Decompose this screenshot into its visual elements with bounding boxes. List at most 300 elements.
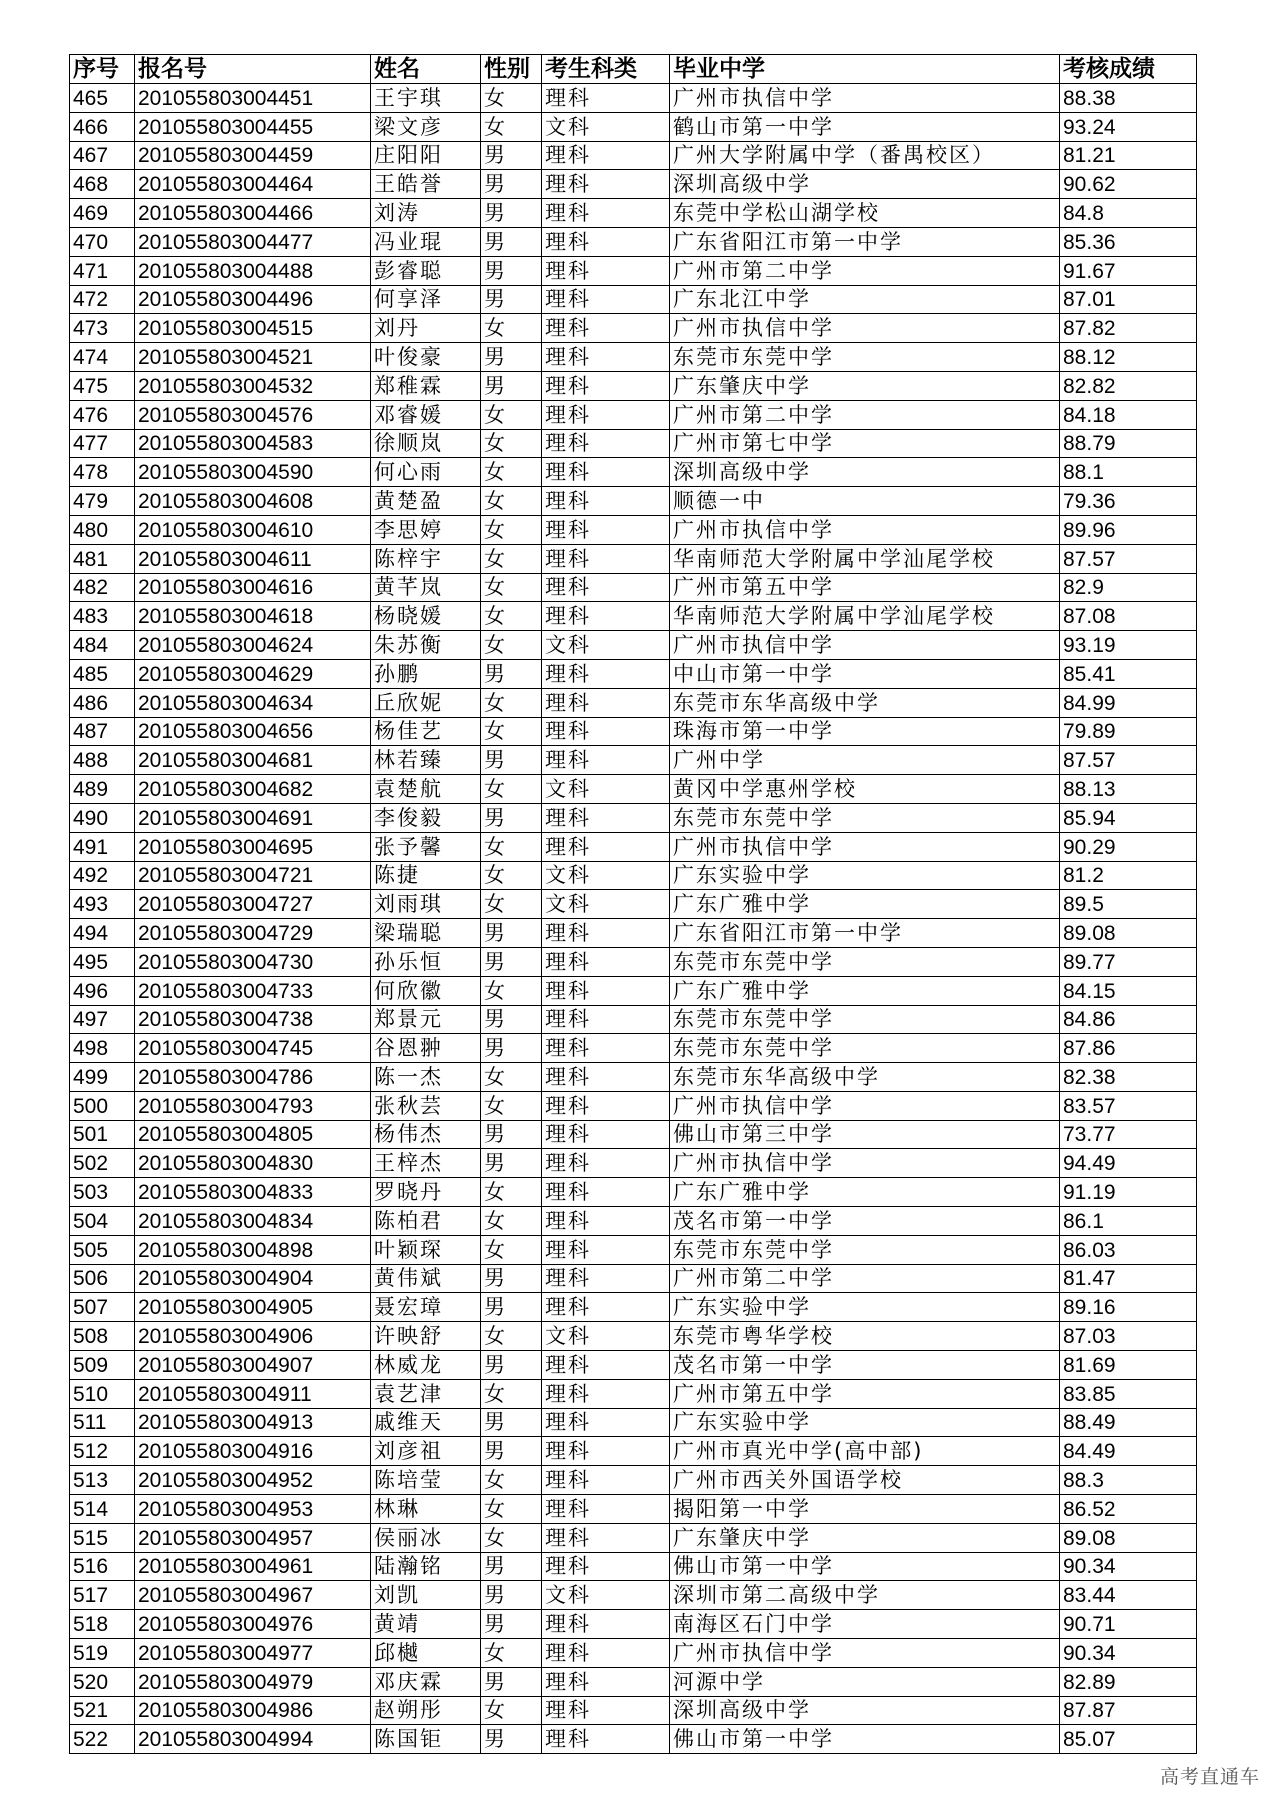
cell-graduating-school: 广州市执信中学 [670, 314, 1060, 343]
cell-serial: 509 [70, 1351, 135, 1380]
table-row [70, 515, 1197, 544]
cell-graduating-school: 茂名市第一中学 [670, 1351, 1060, 1380]
cell-graduating-school: 广州市执信中学 [670, 832, 1060, 861]
cell-registration-number: 201055803004916 [135, 1437, 371, 1466]
cell-subject-category: 理科 [542, 1178, 670, 1207]
cell-name: 王梓杰 [371, 1149, 481, 1178]
table-row [70, 1725, 1197, 1754]
table-row [70, 256, 1197, 285]
cell-subject-category: 理科 [542, 371, 670, 400]
cell-assessment-score: 93.24 [1060, 112, 1197, 141]
cell-name: 何享泽 [371, 285, 481, 314]
cell-serial: 506 [70, 1264, 135, 1293]
cell-assessment-score: 88.49 [1060, 1408, 1197, 1437]
cell-name: 郑稚霖 [371, 371, 481, 400]
header-assessment-score: 考核成绩 [1060, 55, 1197, 84]
cell-name: 袁楚航 [371, 775, 481, 804]
table-row [70, 947, 1197, 976]
cell-graduating-school: 河源中学 [670, 1667, 1060, 1696]
cell-registration-number: 201055803004977 [135, 1639, 371, 1668]
cell-serial: 483 [70, 602, 135, 631]
cell-name: 庄阳阳 [371, 141, 481, 170]
cell-registration-number: 201055803004590 [135, 458, 371, 487]
cell-graduating-school: 深圳高级中学 [670, 170, 1060, 199]
cell-gender: 女 [481, 1178, 542, 1207]
cell-gender: 女 [481, 544, 542, 573]
cell-registration-number: 201055803004682 [135, 775, 371, 804]
cell-serial: 490 [70, 803, 135, 832]
cell-gender: 女 [481, 631, 542, 660]
cell-serial: 479 [70, 487, 135, 516]
cell-registration-number: 201055803004979 [135, 1667, 371, 1696]
cell-gender: 男 [481, 746, 542, 775]
cell-subject-category: 理科 [542, 717, 670, 746]
cell-registration-number: 201055803004455 [135, 112, 371, 141]
cell-registration-number: 201055803004477 [135, 227, 371, 256]
cell-registration-number: 201055803004967 [135, 1581, 371, 1610]
cell-name: 叶颖琛 [371, 1235, 481, 1264]
table-row [70, 1091, 1197, 1120]
cell-subject-category: 理科 [542, 1235, 670, 1264]
cell-serial: 500 [70, 1091, 135, 1120]
cell-graduating-school: 东莞市东莞中学 [670, 803, 1060, 832]
cell-name: 李俊毅 [371, 803, 481, 832]
cell-name: 徐顺岚 [371, 429, 481, 458]
cell-registration-number: 201055803004466 [135, 199, 371, 228]
cell-name: 黄伟斌 [371, 1264, 481, 1293]
header-gender: 性别 [481, 55, 542, 84]
cell-serial: 480 [70, 515, 135, 544]
cell-name: 陈捷 [371, 861, 481, 890]
cell-name: 邓睿媛 [371, 400, 481, 429]
cell-serial: 475 [70, 371, 135, 400]
cell-name: 邱樾 [371, 1639, 481, 1668]
cell-subject-category: 理科 [542, 947, 670, 976]
cell-serial: 476 [70, 400, 135, 429]
cell-subject-category: 理科 [542, 659, 670, 688]
cell-name: 林琳 [371, 1495, 481, 1524]
cell-graduating-school: 广州市执信中学 [670, 515, 1060, 544]
cell-name: 黄楚盈 [371, 487, 481, 516]
cell-subject-category: 文科 [542, 631, 670, 660]
cell-serial: 519 [70, 1639, 135, 1668]
table-row [70, 659, 1197, 688]
cell-name: 孙乐恒 [371, 947, 481, 976]
cell-name: 何心雨 [371, 458, 481, 487]
cell-assessment-score: 87.08 [1060, 602, 1197, 631]
cell-registration-number: 201055803004805 [135, 1120, 371, 1149]
cell-graduating-school: 东莞市东华高级中学 [670, 1063, 1060, 1092]
cell-serial: 502 [70, 1149, 135, 1178]
cell-serial: 508 [70, 1322, 135, 1351]
cell-serial: 469 [70, 199, 135, 228]
cell-serial: 501 [70, 1120, 135, 1149]
cell-assessment-score: 81.69 [1060, 1351, 1197, 1380]
cell-gender: 女 [481, 1495, 542, 1524]
cell-gender: 男 [481, 1351, 542, 1380]
cell-graduating-school: 广东实验中学 [670, 861, 1060, 890]
cell-registration-number: 201055803004906 [135, 1322, 371, 1351]
cell-gender: 女 [481, 112, 542, 141]
table-row [70, 1149, 1197, 1178]
cell-registration-number: 201055803004576 [135, 400, 371, 429]
cell-subject-category: 理科 [542, 832, 670, 861]
cell-registration-number: 201055803004464 [135, 170, 371, 199]
cell-serial: 518 [70, 1610, 135, 1639]
table-row [70, 1120, 1197, 1149]
cell-gender: 女 [481, 429, 542, 458]
cell-name: 陈柏君 [371, 1207, 481, 1236]
cell-registration-number: 201055803004515 [135, 314, 371, 343]
table-row [70, 343, 1197, 372]
cell-gender: 女 [481, 1379, 542, 1408]
cell-registration-number: 201055803004532 [135, 371, 371, 400]
cell-serial: 496 [70, 976, 135, 1005]
table-row [70, 1466, 1197, 1495]
cell-name: 张予馨 [371, 832, 481, 861]
cell-assessment-score: 81.21 [1060, 141, 1197, 170]
cell-name: 刘凯 [371, 1581, 481, 1610]
cell-registration-number: 201055803004907 [135, 1351, 371, 1380]
cell-gender: 男 [481, 1437, 542, 1466]
cell-name: 丘欣妮 [371, 688, 481, 717]
cell-assessment-score: 87.82 [1060, 314, 1197, 343]
cell-gender: 男 [481, 1034, 542, 1063]
table-row [70, 1667, 1197, 1696]
cell-graduating-school: 东莞市东莞中学 [670, 1034, 1060, 1063]
cell-graduating-school: 珠海市第一中学 [670, 717, 1060, 746]
cell-graduating-school: 广东省阳江市第一中学 [670, 919, 1060, 948]
cell-assessment-score: 87.01 [1060, 285, 1197, 314]
cell-registration-number: 201055803004976 [135, 1610, 371, 1639]
cell-name: 叶俊豪 [371, 343, 481, 372]
cell-assessment-score: 90.34 [1060, 1639, 1197, 1668]
cell-gender: 男 [481, 1293, 542, 1322]
cell-registration-number: 201055803004830 [135, 1149, 371, 1178]
cell-subject-category: 理科 [542, 1379, 670, 1408]
cell-assessment-score: 82.82 [1060, 371, 1197, 400]
table-row [70, 458, 1197, 487]
cell-assessment-score: 84.18 [1060, 400, 1197, 429]
cell-subject-category: 理科 [542, 458, 670, 487]
cell-registration-number: 201055803004488 [135, 256, 371, 285]
cell-graduating-school: 茂名市第一中学 [670, 1207, 1060, 1236]
cell-serial: 495 [70, 947, 135, 976]
cell-subject-category: 理科 [542, 602, 670, 631]
cell-gender: 女 [481, 1091, 542, 1120]
cell-assessment-score: 89.08 [1060, 1523, 1197, 1552]
cell-subject-category: 理科 [542, 1207, 670, 1236]
cell-serial: 517 [70, 1581, 135, 1610]
cell-assessment-score: 89.77 [1060, 947, 1197, 976]
cell-subject-category: 理科 [542, 487, 670, 516]
cell-subject-category: 理科 [542, 1523, 670, 1552]
cell-name: 陈国钜 [371, 1725, 481, 1754]
cell-name: 王皓誉 [371, 170, 481, 199]
cell-gender: 男 [481, 1552, 542, 1581]
cell-assessment-score: 91.67 [1060, 256, 1197, 285]
table-row [70, 1523, 1197, 1552]
cell-assessment-score: 89.08 [1060, 919, 1197, 948]
table-row [70, 227, 1197, 256]
cell-registration-number: 201055803004911 [135, 1379, 371, 1408]
table-row [70, 1063, 1197, 1092]
cell-subject-category: 理科 [542, 429, 670, 458]
cell-name: 陆瀚铭 [371, 1552, 481, 1581]
cell-serial: 481 [70, 544, 135, 573]
cell-assessment-score: 90.29 [1060, 832, 1197, 861]
cell-name: 戚维天 [371, 1408, 481, 1437]
cell-name: 梁文彦 [371, 112, 481, 141]
table-header-row [70, 55, 1197, 84]
cell-subject-category: 理科 [542, 573, 670, 602]
cell-registration-number: 201055803004727 [135, 890, 371, 919]
cell-name: 许映舒 [371, 1322, 481, 1351]
table-row [70, 775, 1197, 804]
cell-graduating-school: 东莞市东莞中学 [670, 1235, 1060, 1264]
table-row [70, 314, 1197, 343]
cell-serial: 520 [70, 1667, 135, 1696]
cell-gender: 男 [481, 1120, 542, 1149]
cell-assessment-score: 89.5 [1060, 890, 1197, 919]
cell-graduating-school: 广州市执信中学 [670, 1091, 1060, 1120]
cell-subject-category: 文科 [542, 861, 670, 890]
table-row [70, 631, 1197, 660]
cell-graduating-school: 东莞市粤华学校 [670, 1322, 1060, 1351]
cell-name: 刘彦祖 [371, 1437, 481, 1466]
results-table [69, 54, 1197, 1754]
cell-assessment-score: 84.49 [1060, 1437, 1197, 1466]
cell-assessment-score: 87.86 [1060, 1034, 1197, 1063]
cell-serial: 471 [70, 256, 135, 285]
cell-serial: 473 [70, 314, 135, 343]
table-row [70, 1581, 1197, 1610]
table-row [70, 861, 1197, 890]
cell-gender: 男 [481, 803, 542, 832]
cell-serial: 515 [70, 1523, 135, 1552]
table-row [70, 544, 1197, 573]
cell-assessment-score: 79.36 [1060, 487, 1197, 516]
table-row [70, 429, 1197, 458]
cell-gender: 女 [481, 861, 542, 890]
table-row [70, 1178, 1197, 1207]
cell-serial: 514 [70, 1495, 135, 1524]
cell-graduating-school: 广东肇庆中学 [670, 371, 1060, 400]
cell-subject-category: 理科 [542, 1293, 670, 1322]
cell-name: 杨伟杰 [371, 1120, 481, 1149]
cell-graduating-school: 广东北江中学 [670, 285, 1060, 314]
cell-assessment-score: 86.03 [1060, 1235, 1197, 1264]
cell-name: 陈一杰 [371, 1063, 481, 1092]
cell-assessment-score: 85.07 [1060, 1725, 1197, 1754]
cell-subject-category: 理科 [542, 256, 670, 285]
cell-name: 谷恩翀 [371, 1034, 481, 1063]
table-row [70, 746, 1197, 775]
cell-gender: 男 [481, 199, 542, 228]
cell-name: 李思婷 [371, 515, 481, 544]
cell-name: 袁艺津 [371, 1379, 481, 1408]
header-name: 姓名 [371, 55, 481, 84]
cell-gender: 女 [481, 458, 542, 487]
cell-assessment-score: 87.57 [1060, 746, 1197, 775]
table-row [70, 400, 1197, 429]
cell-graduating-school: 广东广雅中学 [670, 1178, 1060, 1207]
cell-gender: 女 [481, 573, 542, 602]
cell-subject-category: 文科 [542, 890, 670, 919]
table-row [70, 717, 1197, 746]
cell-subject-category: 理科 [542, 343, 670, 372]
cell-graduating-school: 广州市第二中学 [670, 256, 1060, 285]
cell-gender: 女 [481, 832, 542, 861]
cell-registration-number: 201055803004745 [135, 1034, 371, 1063]
cell-registration-number: 201055803004611 [135, 544, 371, 573]
cell-graduating-school: 广州市第二中学 [670, 400, 1060, 429]
cell-serial: 492 [70, 861, 135, 890]
cell-serial: 467 [70, 141, 135, 170]
cell-gender: 男 [481, 1725, 542, 1754]
cell-registration-number: 201055803004905 [135, 1293, 371, 1322]
cell-subject-category: 理科 [542, 1552, 670, 1581]
cell-assessment-score: 86.52 [1060, 1495, 1197, 1524]
table-row [70, 1264, 1197, 1293]
cell-name: 刘雨琪 [371, 890, 481, 919]
cell-subject-category: 理科 [542, 515, 670, 544]
table-row [70, 1034, 1197, 1063]
cell-graduating-school: 广州市第二中学 [670, 1264, 1060, 1293]
cell-assessment-score: 82.9 [1060, 573, 1197, 602]
cell-gender: 女 [481, 775, 542, 804]
cell-registration-number: 201055803004681 [135, 746, 371, 775]
cell-gender: 女 [481, 717, 542, 746]
cell-graduating-school: 广州市第七中学 [670, 429, 1060, 458]
cell-registration-number: 201055803004695 [135, 832, 371, 861]
cell-gender: 男 [481, 1149, 542, 1178]
cell-gender: 女 [481, 1322, 542, 1351]
cell-graduating-school: 广东实验中学 [670, 1293, 1060, 1322]
table-row [70, 1235, 1197, 1264]
cell-assessment-score: 81.47 [1060, 1264, 1197, 1293]
table-row [70, 84, 1197, 113]
cell-assessment-score: 73.77 [1060, 1120, 1197, 1149]
cell-name: 聂宏璋 [371, 1293, 481, 1322]
cell-assessment-score: 85.94 [1060, 803, 1197, 832]
cell-registration-number: 201055803004624 [135, 631, 371, 660]
cell-assessment-score: 82.38 [1060, 1063, 1197, 1092]
table-row [70, 170, 1197, 199]
cell-serial: 486 [70, 688, 135, 717]
cell-assessment-score: 91.19 [1060, 1178, 1197, 1207]
cell-gender: 女 [481, 890, 542, 919]
cell-registration-number: 201055803004834 [135, 1207, 371, 1236]
cell-gender: 男 [481, 919, 542, 948]
cell-assessment-score: 90.71 [1060, 1610, 1197, 1639]
watermark-text: 高考直通车 [1159, 1766, 1260, 1788]
cell-subject-category: 理科 [542, 544, 670, 573]
cell-serial: 512 [70, 1437, 135, 1466]
table-row [70, 1437, 1197, 1466]
cell-subject-category: 理科 [542, 285, 670, 314]
cell-registration-number: 201055803004913 [135, 1408, 371, 1437]
cell-gender: 男 [481, 1408, 542, 1437]
cell-assessment-score: 84.8 [1060, 199, 1197, 228]
table-row [70, 890, 1197, 919]
cell-gender: 男 [481, 1610, 542, 1639]
cell-serial: 511 [70, 1408, 135, 1437]
cell-subject-category: 文科 [542, 1581, 670, 1610]
cell-registration-number: 201055803004793 [135, 1091, 371, 1120]
cell-gender: 女 [481, 602, 542, 631]
cell-subject-category: 理科 [542, 1091, 670, 1120]
cell-graduating-school: 华南师范大学附属中学汕尾学校 [670, 544, 1060, 573]
cell-serial: 491 [70, 832, 135, 861]
cell-name: 朱苏衡 [371, 631, 481, 660]
cell-graduating-school: 东莞市东莞中学 [670, 1005, 1060, 1034]
cell-assessment-score: 86.1 [1060, 1207, 1197, 1236]
cell-graduating-school: 东莞市东莞中学 [670, 343, 1060, 372]
cell-graduating-school: 广州市第五中学 [670, 1379, 1060, 1408]
cell-graduating-school: 南海区石门中学 [670, 1610, 1060, 1639]
cell-gender: 女 [481, 1523, 542, 1552]
cell-registration-number: 201055803004618 [135, 602, 371, 631]
cell-registration-number: 201055803004629 [135, 659, 371, 688]
cell-registration-number: 201055803004994 [135, 1725, 371, 1754]
cell-subject-category: 文科 [542, 1322, 670, 1351]
cell-assessment-score: 79.89 [1060, 717, 1197, 746]
cell-subject-category: 理科 [542, 1264, 670, 1293]
table-row [70, 1293, 1197, 1322]
cell-graduating-school: 华南师范大学附属中学汕尾学校 [670, 602, 1060, 631]
table-row [70, 919, 1197, 948]
cell-registration-number: 201055803004656 [135, 717, 371, 746]
cell-name: 张秋芸 [371, 1091, 481, 1120]
cell-gender: 男 [481, 1581, 542, 1610]
header-subject-category: 考生科类 [542, 55, 670, 84]
cell-graduating-school: 东莞市东华高级中学 [670, 688, 1060, 717]
cell-assessment-score: 85.41 [1060, 659, 1197, 688]
cell-gender: 男 [481, 1667, 542, 1696]
cell-assessment-score: 83.44 [1060, 1581, 1197, 1610]
cell-name: 郑景元 [371, 1005, 481, 1034]
cell-graduating-school: 黄冈中学惠州学校 [670, 775, 1060, 804]
cell-name: 黄靖 [371, 1610, 481, 1639]
cell-assessment-score: 88.1 [1060, 458, 1197, 487]
cell-serial: 499 [70, 1063, 135, 1092]
cell-subject-category: 文科 [542, 112, 670, 141]
cell-subject-category: 理科 [542, 227, 670, 256]
cell-registration-number: 201055803004608 [135, 487, 371, 516]
cell-serial: 466 [70, 112, 135, 141]
cell-serial: 478 [70, 458, 135, 487]
cell-gender: 女 [481, 1639, 542, 1668]
cell-assessment-score: 85.36 [1060, 227, 1197, 256]
cell-graduating-school: 广东实验中学 [670, 1408, 1060, 1437]
cell-subject-category: 理科 [542, 976, 670, 1005]
cell-assessment-score: 83.85 [1060, 1379, 1197, 1408]
table-row [70, 1322, 1197, 1351]
cell-assessment-score: 84.99 [1060, 688, 1197, 717]
cell-gender: 女 [481, 1696, 542, 1725]
cell-registration-number: 201055803004610 [135, 515, 371, 544]
table-row [70, 602, 1197, 631]
cell-name: 孙鹏 [371, 659, 481, 688]
cell-graduating-school: 鹤山市第一中学 [670, 112, 1060, 141]
cell-subject-category: 理科 [542, 170, 670, 199]
cell-name: 王宇琪 [371, 84, 481, 113]
cell-registration-number: 201055803004730 [135, 947, 371, 976]
cell-graduating-school: 广东广雅中学 [670, 976, 1060, 1005]
table-row [70, 141, 1197, 170]
cell-assessment-score: 87.03 [1060, 1322, 1197, 1351]
